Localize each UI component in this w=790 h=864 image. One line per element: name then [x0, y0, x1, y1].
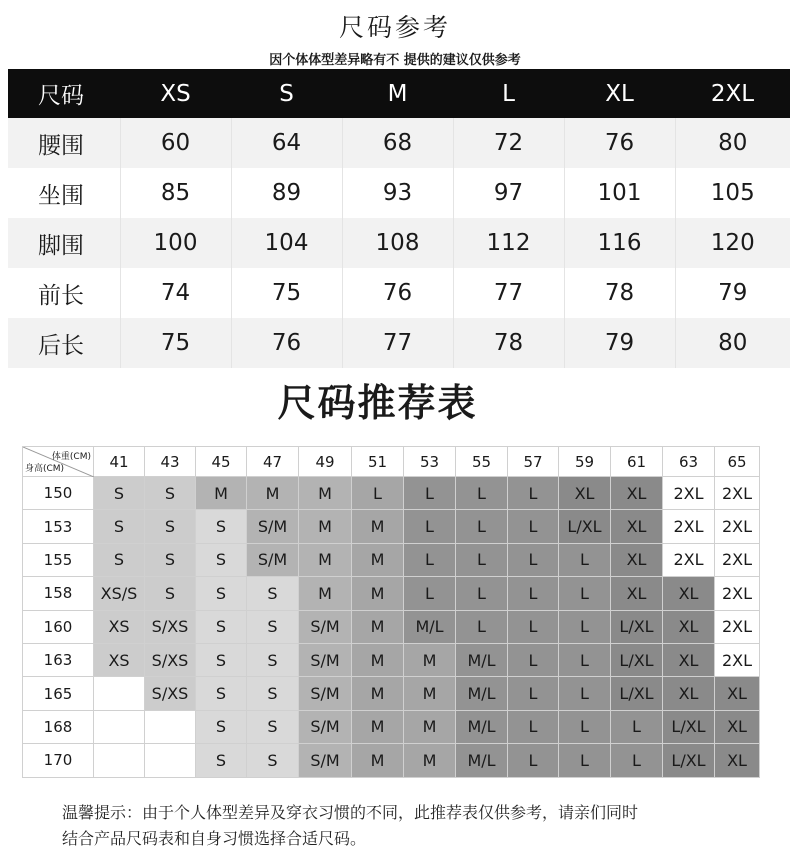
measure-value: 116 [564, 218, 675, 268]
weight-header-cell: 41 [94, 447, 145, 477]
recommend-cell: XL [715, 710, 760, 743]
recommend-cell: S [196, 543, 247, 576]
recommend-cell: XL [611, 510, 663, 543]
recommend-cell: S [94, 543, 145, 576]
recommend-cell: L/XL [611, 610, 663, 643]
recommend-cell: L [456, 543, 508, 576]
height-row [23, 744, 760, 777]
measure-label: 后长 [8, 318, 120, 368]
recommend-cell: M [247, 477, 299, 510]
measure-value: 75 [231, 268, 342, 318]
height-row [23, 643, 760, 676]
recommend-cell: L/XL [663, 710, 715, 743]
weight-header-cell: 63 [663, 447, 715, 477]
recommend-cell: L [404, 577, 456, 610]
measure-value: 78 [564, 268, 675, 318]
measure-value: 64 [231, 118, 342, 168]
measure-value: 97 [453, 168, 564, 218]
measure-value: 80 [675, 118, 790, 168]
height-row [23, 710, 760, 743]
measure-value: 68 [342, 118, 453, 168]
measure-value: 76 [342, 268, 453, 318]
measure-value: 89 [231, 168, 342, 218]
height-header-cell: 168 [23, 710, 94, 743]
size-header-label: 尺码 [8, 69, 120, 118]
recommend-cell: XL [663, 677, 715, 710]
recommend-cell: M [352, 577, 404, 610]
recommend-cell: XL [663, 577, 715, 610]
recommend-cell [94, 710, 145, 743]
size-row [8, 268, 790, 318]
recommend-cell: L/XL [611, 643, 663, 676]
recommend-cell: L [508, 577, 559, 610]
height-row [23, 577, 760, 610]
recommend-cell: M [352, 610, 404, 643]
recommend-cell [94, 744, 145, 777]
recommend-cell: XL [715, 677, 760, 710]
size-row [8, 218, 790, 268]
recommend-cell: M [404, 710, 456, 743]
recommend-cell [145, 710, 196, 743]
weight-header-cell: 51 [352, 447, 404, 477]
recommend-cell: L [559, 643, 611, 676]
height-row [23, 543, 760, 576]
measure-value: 108 [342, 218, 453, 268]
weight-header-cell: 53 [404, 447, 456, 477]
recommend-cell: 2XL [663, 543, 715, 576]
recommend-cell: S/M [299, 643, 352, 676]
recommend-cell: L [559, 610, 611, 643]
recommend-cell: L [404, 477, 456, 510]
measure-value: 93 [342, 168, 453, 218]
recommend-cell: M [404, 744, 456, 777]
recommend-cell: 2XL [663, 510, 715, 543]
recommend-cell: S [94, 510, 145, 543]
height-axis-label: 身高(CM) [25, 464, 65, 474]
recommend-cell: L [508, 543, 559, 576]
recommend-cell: S [145, 577, 196, 610]
recommend-cell: M [299, 477, 352, 510]
page-subtitle: 因个体体型差异略有不 提供的建议仅供参考 [269, 53, 521, 68]
measure-label: 脚围 [8, 218, 120, 268]
weight-header-cell: 45 [196, 447, 247, 477]
recommend-title: 尺码推荐表 [277, 381, 478, 425]
size-row [8, 168, 790, 218]
measure-value: 76 [231, 318, 342, 368]
recommend-cell: S [145, 510, 196, 543]
recommend-cell: L [559, 677, 611, 710]
recommend-cell: M/L [456, 677, 508, 710]
measure-label: 坐围 [8, 168, 120, 218]
recommend-cell: S/XS [145, 677, 196, 710]
recommend-cell: L/XL [559, 510, 611, 543]
size-header-cell: XL [564, 69, 675, 118]
size-header-cell: XS [120, 69, 231, 118]
height-header-cell: 155 [23, 543, 94, 576]
recommend-cell: L [456, 510, 508, 543]
recommend-cell: S [145, 543, 196, 576]
height-header-cell: 158 [23, 577, 94, 610]
recommend-cell: XL [559, 477, 611, 510]
weight-axis-label: 体重(CM) [51, 452, 91, 462]
recommend-cell: L [508, 610, 559, 643]
recommend-cell: XL [663, 643, 715, 676]
recommend-cell: M [352, 643, 404, 676]
measure-value: 105 [675, 168, 790, 218]
recommend-cell: S [196, 677, 247, 710]
recommend-cell: L/XL [611, 677, 663, 710]
size-table [8, 69, 790, 368]
recommend-cell: L [508, 710, 559, 743]
measure-value: 80 [675, 318, 790, 368]
recommend-cell [94, 677, 145, 710]
recommend-cell: XL [663, 610, 715, 643]
measure-value: 77 [342, 318, 453, 368]
measure-value: 76 [564, 118, 675, 168]
page-title: 尺码参考 [338, 13, 451, 42]
weight-header-cell: 49 [299, 447, 352, 477]
recommend-cell: XL [611, 577, 663, 610]
measure-value: 100 [120, 218, 231, 268]
recommend-cell: XL [611, 543, 663, 576]
measure-value: 120 [675, 218, 790, 268]
recommend-cell [145, 744, 196, 777]
recommend-cell: S [94, 477, 145, 510]
recommend-cell: S [247, 643, 299, 676]
weight-header-cell: 57 [508, 447, 559, 477]
recommend-cell: S [196, 710, 247, 743]
recommend-cell: 2XL [715, 543, 760, 576]
recommend-cell: S [247, 677, 299, 710]
recommend-cell: XS/S [94, 577, 145, 610]
recommend-cell: L/XL [663, 744, 715, 777]
size-row [8, 318, 790, 368]
height-header-cell: 153 [23, 510, 94, 543]
recommend-cell: S [247, 610, 299, 643]
recommend-table [22, 446, 760, 778]
recommend-cell: M/L [404, 610, 456, 643]
recommend-cell: S [196, 577, 247, 610]
measure-value: 101 [564, 168, 675, 218]
recommend-cell: S [196, 744, 247, 777]
height-header-cell: 160 [23, 610, 94, 643]
recommend-cell: XL [715, 744, 760, 777]
size-row [8, 118, 790, 168]
size-header-row [8, 69, 790, 118]
recommend-cell: L [456, 610, 508, 643]
recommend-cell: M/L [456, 744, 508, 777]
recommend-cell: S [247, 710, 299, 743]
tip-note [62, 800, 762, 852]
measure-value: 112 [453, 218, 564, 268]
recommend-cell: L [611, 744, 663, 777]
recommend-cell: XS [94, 643, 145, 676]
size-header-cell: M [342, 69, 453, 118]
measure-value: 78 [453, 318, 564, 368]
height-header-cell: 165 [23, 677, 94, 710]
weight-header-cell: 65 [715, 447, 760, 477]
recommend-cell: M [352, 744, 404, 777]
recommend-cell: S/M [247, 510, 299, 543]
recommend-cell: L [456, 577, 508, 610]
recommend-cell: L [559, 577, 611, 610]
recommend-cell: M/L [456, 643, 508, 676]
recommend-cell: L [352, 477, 404, 510]
recommend-cell: S/M [247, 543, 299, 576]
weight-header-cell: 59 [559, 447, 611, 477]
weight-header-row [23, 447, 760, 477]
measure-value: 77 [453, 268, 564, 318]
recommend-cell: S/M [299, 610, 352, 643]
recommend-cell: S [196, 510, 247, 543]
recommend-cell: M/L [456, 710, 508, 743]
recommend-cell: XL [611, 477, 663, 510]
recommend-cell: M [352, 677, 404, 710]
recommend-cell: M [404, 643, 456, 676]
measure-label: 腰围 [8, 118, 120, 168]
recommend-cell: S/M [299, 710, 352, 743]
recommend-cell: S/M [299, 744, 352, 777]
weight-header-cell: 43 [145, 447, 196, 477]
tip-line-2: 结合产品尺码表和自身习惯选择合适尺码。 [62, 829, 367, 848]
measure-value: 72 [453, 118, 564, 168]
measure-value: 60 [120, 118, 231, 168]
recommend-cell: L [611, 710, 663, 743]
recommend-cell: M [352, 543, 404, 576]
height-header-cell: 170 [23, 744, 94, 777]
recommend-cell: S [247, 744, 299, 777]
recommend-cell: S [196, 643, 247, 676]
measure-label: 前长 [8, 268, 120, 318]
recommend-cell: 2XL [715, 610, 760, 643]
size-header-cell: S [231, 69, 342, 118]
recommend-cell: M [352, 510, 404, 543]
recommend-cell: M [196, 477, 247, 510]
recommend-cell: M [299, 510, 352, 543]
recommend-cell: M [352, 710, 404, 743]
recommend-cell: S [145, 477, 196, 510]
recommend-cell: 2XL [715, 477, 760, 510]
height-row [23, 477, 760, 510]
recommend-cell: 2XL [715, 643, 760, 676]
size-header-cell: 2XL [675, 69, 790, 118]
recommend-cell: L [508, 643, 559, 676]
height-header-cell: 163 [23, 643, 94, 676]
recommend-cell: L [404, 543, 456, 576]
recommend-cell: 2XL [715, 577, 760, 610]
height-row [23, 677, 760, 710]
weight-header-cell: 47 [247, 447, 299, 477]
measure-value: 79 [675, 268, 790, 318]
measure-value: 79 [564, 318, 675, 368]
recommend-cell: L [456, 477, 508, 510]
recommend-cell: M [299, 543, 352, 576]
height-row [23, 510, 760, 543]
measure-value: 75 [120, 318, 231, 368]
recommend-cell: L [559, 744, 611, 777]
recommend-cell: L [508, 744, 559, 777]
weight-header-cell: 61 [611, 447, 663, 477]
recommend-cell: S [247, 577, 299, 610]
recommend-cell: 2XL [715, 510, 760, 543]
recommend-cell: 2XL [663, 477, 715, 510]
corner-cell [23, 447, 94, 477]
measure-value: 85 [120, 168, 231, 218]
recommend-cell: S/M [299, 677, 352, 710]
recommend-cell: M [299, 577, 352, 610]
recommend-cell: L [508, 677, 559, 710]
weight-header-cell: 55 [456, 447, 508, 477]
recommend-cell: S/XS [145, 610, 196, 643]
height-row [23, 610, 760, 643]
recommend-cell: M [404, 677, 456, 710]
recommend-cell: S/XS [145, 643, 196, 676]
height-header-cell: 150 [23, 477, 94, 510]
recommend-cell: L [508, 510, 559, 543]
recommend-cell: L [559, 710, 611, 743]
recommend-cell: L [508, 477, 559, 510]
recommend-cell: S [196, 610, 247, 643]
tip-line-1: 温馨提示：由于个人体型差异及穿衣习惯的不同，此推荐表仅供参考，请亲们同时 [62, 803, 639, 822]
recommend-cell: L [404, 510, 456, 543]
measure-value: 74 [120, 268, 231, 318]
size-header-cell: L [453, 69, 564, 118]
measure-value: 104 [231, 218, 342, 268]
recommend-cell: XS [94, 610, 145, 643]
recommend-cell: L [559, 543, 611, 576]
